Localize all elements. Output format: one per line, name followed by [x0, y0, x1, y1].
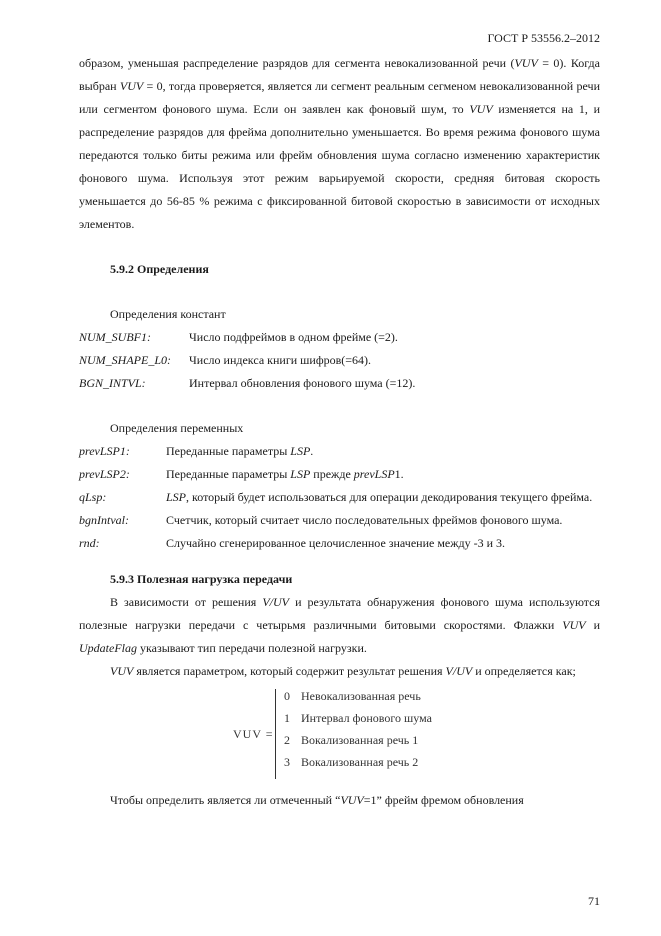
left-brace: [275, 689, 282, 779]
page-number: 71: [588, 894, 600, 908]
variable-row: qLsp: LSP, который будет использоваться для операции декодирования текущего фрейма.: [79, 490, 593, 504]
variables-list: [79, 440, 600, 555]
vuv-definition-paragraph: VUV является параметром, который содержит результат решения V/UV и определяется как;: [110, 664, 576, 678]
formula-cases: [284, 685, 432, 773]
section-title-5-9-3: 5.9.3 Полезная нагрузка передачи: [110, 572, 293, 586]
constants-list: [79, 326, 600, 395]
document-header: ГОСТ Р 53556.2–2012: [487, 31, 600, 45]
variable-row: prevLSP2: Переданные параметры LSP прежде prevLSP1.: [79, 467, 404, 481]
intro-paragraph: образом, уменьшая распределение разрядов для сегмента невокализованной речи (VUV = 0). Когда выбран VUV = 0, тогда проверяется, является ли сегмент реальным сегменом невокализованной речи или сегментом фонового шума. Если он заявлен как фоновый шум, то VUV изменяется на 1, и распределение разрядов для фрейма дополнительно уменьшается. Во время режима фонового шума передаются только биты режима или фрейм обновления шума согласно изменению характеристик фонового шума. Используя этот режим варьируемой скорости, средняя битовая скорость уменьшается до 56-85 % режима с фиксированной битовой скоростью в зависимости от исходных элементов.: [79, 56, 600, 231]
closing-paragraph: Чтобы определить является ли отмеченный “VUV=1” фрейм фремом обновления: [110, 793, 524, 807]
formula-case: 2 Вокализованная речь 1: [284, 733, 419, 747]
constants-heading: Определения констант: [110, 307, 226, 321]
payload-paragraph: В зависимости от решения V/UV и результата обнаружения фонового шума используются полезные нагрузки передачи с четырьмя различными битовыми скоростями. Флажки VUV и UpdateFlag указывают тип передачи полезной нагрузки.: [79, 595, 600, 655]
page-content: [79, 52, 600, 812]
formula-case: 3 Вокализованная речь 2: [284, 755, 419, 769]
formula-case: 1 Интервал фонового шума: [284, 711, 432, 725]
constant-row: NUM_SUBF1: Число подфреймов в одном фрейме (=2).: [79, 330, 398, 344]
variable-row: bgnIntval: Счетчик, который считает число последовательных фреймов фонового шума.: [79, 513, 563, 527]
constant-row: NUM_SHAPE_L0: Число индекса книги шифров(=64).: [79, 353, 372, 367]
variable-row: rnd: Случайно сгенерированное целочисленное значение между -3 и 3.: [79, 536, 506, 550]
constant-row: BGN_INTVL: Интервал обновления фонового шума (=12).: [79, 376, 416, 390]
variable-row: prevLSP1: Переданные параметры LSP.: [79, 444, 314, 458]
formula-lhs: VUV =: [233, 727, 274, 741]
section-title-5-9-2: 5.9.2 Определения: [110, 262, 209, 276]
formula-case: 0 Невокализованная речь: [284, 689, 421, 703]
vuv-formula: [79, 685, 600, 785]
variables-heading: Определения переменных: [110, 421, 244, 435]
